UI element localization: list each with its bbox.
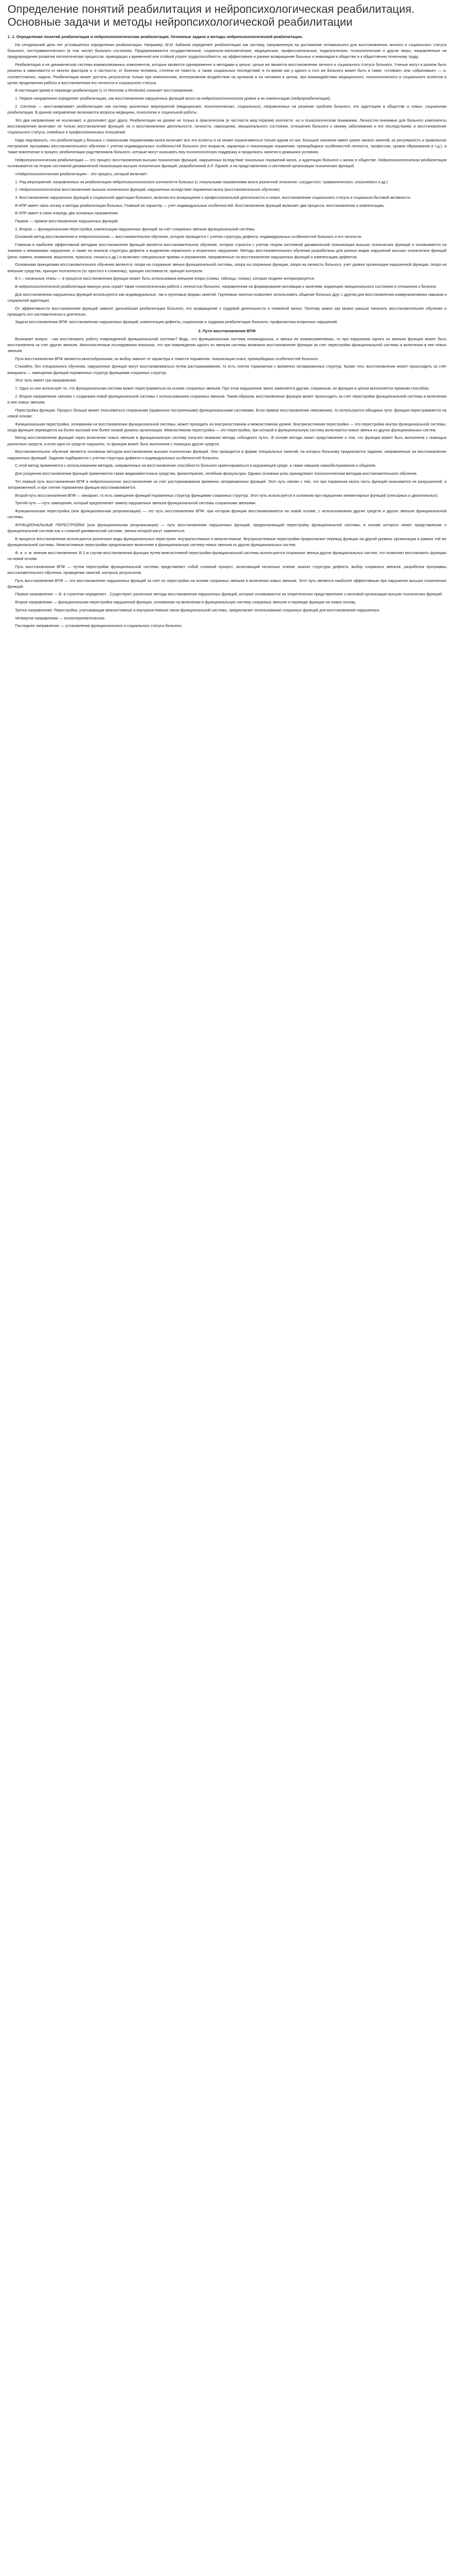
paragraph: Возникает вопрос - как восстановить работу поврежденной функциональной системы? Ведь, что функциональная система полимодальна, и звенья ее взаимозаменяемы, то при нарушении одного из звеньев функция может быть восстановлена за счет других звеньев. Многочисленные исследования показали, что при повреждении одного из звеньев системы возможно восстановление функции за счет перестройки функциональной системы и включения в нее новых звеньев. bbox=[8, 336, 446, 354]
paragraph: Пути восстановления ВПФ являются многообразными, их выбор зависит от характера и тяжести поражения, локализации очага, преморбидных особенностей больного. bbox=[15, 356, 319, 361]
section-2-heading: 2. Пути восстановления ВПФ bbox=[198, 328, 256, 333]
paragraph: Функциональная перестройка (или функциональная реорганизация) — это путь восстановления ВПФ, при котором функция восстанавливается на новой основе, с использованием других средств и других звеньев функциональной системы. bbox=[8, 509, 446, 520]
paragraph: Задачи восстановления ВПФ: восстановление нарушенных функций, компенсация дефекта, социальная и трудовая реабилитация больного, профилактика вторичных нарушений. bbox=[15, 319, 338, 325]
paragraph: Первое — прямое восстановление нарушенных функций. bbox=[15, 219, 119, 224]
paragraph: Для восстановления нарушенных функций используются как индивидуальные, так и групповые формы занятий. Групповые занятия позволяют использовать общение больных друг с другом для восстановления коммуникативных навыков и социальной адаптации. bbox=[8, 292, 446, 303]
paragraph: Тот первый путь восстановления ВПФ в нейропсихологии: восстановление за счет растормаживания временно заторможенных функций. Этот путь связан с тем, что при поражении мозга часть функций оказывается не разрушенной, а заторможенной, и при снятии торможения функция восстанавливается. bbox=[8, 479, 446, 490]
paragraph: 3. Восстановление нарушенных функций и социальной адаптации больного, включая его возвращение к профессиональной деятельности и семье, восстановление социального статуса и социально-бытовой активности. bbox=[15, 195, 412, 200]
paragraph: ФУНКЦИОНАЛЬНЫЕ ПЕРЕСТРОЙКИ (или функциональная реорганизация) — путь восстановления нарушенных функций, предполагающий перестройку функциональной системы, в основе которого лежит представление о функциональной системе как о сложной динамической системе, звенья которой могут заменяться. bbox=[8, 522, 446, 534]
paragraph: 2. Второе — функциональная перестройка, компенсация нарушенных функций за счет сохранных звеньев функциональной системы. bbox=[15, 226, 256, 232]
paragraph: Последнее направление — установление функционального и социального статуса больного. bbox=[15, 623, 183, 629]
paragraph: Ф. и. л. м. мнение восстановления: В 1-м случае восстановления функции путем межсистемной перестройки функциональной системы используются сохранные звенья других функциональных систем, что позволяет восстановить функцию на новой основе. bbox=[8, 550, 446, 561]
section-2-body bbox=[8, 336, 446, 629]
paragraph: Реабилитация и ее динамическая система взаимосвязанных компонентов, которые являются одновременно и методами и целью: целью же является восстановление личного и социального статуса больного. Ученые могут в разном быть решены в зависимости от многих факторов и, в частности, от болезни человека, степени ее тяжести, а также социальных последствий; в то время как у одного и того же больного может быть и такие: «стойкие» или «обратимые» — и, соответственно, задачи. Реабилитация может достичь результатов только при комплексном, интегративном воздействии на организм и на человека в целом, при взаимодействии медицинского, психологического и социального аспектов в целях продолжения работы и восстановления его личности и социального статуса. bbox=[8, 62, 446, 85]
paragraph: 1. Ряд мероприятий, направленных на реабилитацию нейропсихологического контингента больных (с локальными поражениями мозга различной этиологии: сосудистого, травматического, опухолевого и др.) bbox=[15, 179, 388, 184]
paragraph: В настоящее время в переводе реабилитация (с от Recreate и Restitutio) означает восстановление. bbox=[15, 88, 194, 93]
paragraph: 2. Система — восстанавливает реабилитацию как систему различных мероприятий (медицинских, психологических, социальных), направленных на решение проблем больного, его адаптацию в обществе и семье, социальная реабилитация. В данное направление включаются вопросы медицины, психологии и социальной работы. bbox=[8, 103, 446, 115]
paragraph: Второе направление — функциональная перестройка нарушенной функции, основанная на включении в функциональную систему сохранных звеньев и переводе функции на новую основу. bbox=[15, 600, 356, 605]
section-1 bbox=[8, 34, 446, 325]
paragraph: Нейропсихологическая реабилитация — это процесс восстановления высших психических функций, нарушенных вследствие локальных поражений мозга, и адаптация больного к жизни в обществе. Нейропсихологическая реабилитация основывается на теории системной динамической локализации высших психических функций, разработанной А.Р. Лурией, и на представлениях о системной организации психических функций. bbox=[8, 157, 446, 169]
paragraph: 2. Второе направление связано с созданием новой функциональной системы с использованием сохранных звеньев. Таким образом, восстановление функции может происходить за счет перестройки функциональной системы и включения в нее новых звеньев. bbox=[8, 393, 446, 405]
paragraph: Четвертое направление — психотерапевтическое. bbox=[15, 615, 106, 621]
paragraph: Главным в наиболее эффективной методике восстановления функций является восстановительное обучение, которое строится с учетом теории системной динамической локализации высших психических функций и основывается на знаниях о механизмах нарушения, а также на анализе структуры дефекта и выделении первичного и вторичного нарушения. Методы восстановительного обучения разработаны для разных видов нарушений высших психических функций (речи, памяти, внимания, мышления, праксиса, гнозиса и др.) и включают специальные приемы и упражнения, направленные на восстановление нарушенных функций и компенсацию дефектов. bbox=[8, 242, 446, 259]
page-title: Определение понятий реабилитация и нейропсихологическая реабилитация. Основные задачи и методы нейропсихологической реабилитации bbox=[8, 3, 415, 28]
paragraph: Функциональная перестройка, основанная на восстановлении функциональной системы, может проходить на внутрисистемном и межсистемном уровне. Внутрисистемная перестройка — это перестройка внутри функциональной системы, когда функция переводится на более высокий или более низкий уровень организации. Межсистемная перестройка — это перестройка, при которой в функциональную систему включаются новые звенья из других функциональных систем. bbox=[8, 421, 446, 432]
section-2 bbox=[8, 328, 446, 629]
section-1-body bbox=[8, 42, 446, 325]
paragraph: «Нейропсихологическая реабилитация» - это процесс, который включает: bbox=[15, 171, 148, 176]
paragraph: Путь восстановления ВПФ — это восстановление нарушенных функций за счет их перестройки на основе сохранных звеньев и включения новых звеньев. Этот путь является наиболее эффективным при нарушении высших психических функций. bbox=[8, 578, 446, 589]
paragraph: Этот путь имеет три направления: bbox=[15, 378, 77, 383]
paragraph: Перестройка функции. Процесс больше может пользоваться сохранными (правильно построенными) функциональными системами. Если прямое восстановление невозможно, то используются обходные пути: функция перестраивается на новой основе. bbox=[8, 407, 446, 419]
paragraph: Для ускорения восстановления функций применяются также медикаментозные средства, физиотерапия, лечебная физкультура. Однако основная роль принадлежит психологическим методам восстановительного обучения. bbox=[15, 471, 418, 476]
paragraph: Основными принципами восстановительного обучения являются: опора на сохранные звенья функциональной системы, опора на сохранные функции, опора на личность больного, учет уровня организации нарушенной функции, опора на внешние средства, принцип поэтапности (от простого к сложному), принцип системности, принцип контроля. bbox=[8, 262, 446, 273]
paragraph: Это два направления не исключают, а дополняют друг друга. Реабилитация на уровне не только в практическом (в частности мед-терапия) контексте, но и психологическом понимании. Личностно-значимые для больного компоненты восстановления включают не только восстановление функций, но и восстановление деятельности, личности, самооценки, эмоционального состояния, отношения больного к своему заболеванию и его последствиям; и восстановление социального статуса, семейных и профессиональных отношений. bbox=[8, 117, 446, 135]
paragraph: От эффективности восстановления функций зависит дальнейшая реабилитация больного, его возвращение к трудовой деятельности и семейной жизни. Поэтому важно как можно раньше начинать восстановительное обучение и проводить его систематически и длительно. bbox=[8, 305, 446, 317]
paragraph: В НПР имеет в свою очередь два основных направления: bbox=[15, 211, 119, 216]
paragraph: В процессе восстановления используются различные виды функциональных перестроек: внутрисистемные и межсистемные. Внутрисистемные перестройки предполагают перевод функции на другой уровень организации в рамках той же функциональной системы. Межсистемные перестройки предполагают включение в функциональную систему новых звеньев из других функциональных систем. bbox=[8, 536, 446, 548]
paragraph: В 1 – начальные этапы — в процессе восстановления функции может быть использована внешняя опора (схемы, таблицы, планы), которая позднее интериоризуется. bbox=[15, 276, 315, 281]
page bbox=[0, 0, 454, 636]
paragraph: Второй путь восстановления ВПФ — викариат, то есть замещение функций пораженных структур функциями сохранных структур. Этот путь используется в основном при нарушении элементарных функций (сенсорных и двигательных). bbox=[15, 492, 439, 498]
paragraph: Метод восстановления функций через включение новых звеньев в функциональную систему получил название метода «обходного пути». В основе метода лежит представление о том, что функция может быть выполнена с помощью различных средств, и если одно из средств нарушено, то функция может быть выполнена с помощью других средств. bbox=[8, 435, 446, 446]
paragraph: 1. Одно из них использует то, что функциональная система может перестраиваться на основе сохранных звеньев. При этом нарушенное звено заменяется другим, сохранным, но функция в целом выполняется прежним способом. bbox=[15, 386, 430, 391]
paragraph: 2. Нейропсихологическое восстановление высших психических функций, нарушенных вследствие поражения мозга (восстановительное обучение). bbox=[15, 187, 281, 192]
paragraph: Надо подчеркнуть, что реабилитация у больных с локальными поражениями мозга включает все эти аспекты и не может ограничиваться только одним из них. Большое значение имеет ранее начало занятий, их регулярность и правильное построение программы восстановительного обучения с учетом индивидуальных особенностей больного (его возраста, характера и локализации поражения, преморбидных особенностей личности, профессии, уровня образования и т.д.), а также вовлечение в процесс реабилитации родственников больного, которые могут оказывать ему психологическую поддержку и продолжать занятия в домашних условиях. bbox=[8, 137, 446, 155]
paragraph: Путь восстановления ВПФ — путем перестройки функциональной системы представляет собой сложный процесс, включающий несколько этапов: анализ структуры дефекта, выбор сохранных звеньев, разработка программы восстановительного обучения, проведение занятий, контроль результатов. bbox=[8, 564, 446, 575]
paragraph: Стихийно, без специального обучения, нарушенные функции могут восстанавливаться путем растормаживания, то есть снятия торможения с временно заторможенных структур. Кроме того, восстановление может происходить за счет викариата — замещения функций пораженных структур функциями сохранных структур. bbox=[8, 364, 446, 375]
paragraph: Основной метод восстановления в нейропсихологии — восстановительное обучение, которое проводится с учетом структуры дефекта, индивидуальных особенностей больного и его личности. bbox=[15, 234, 362, 240]
paragraph: В нейропсихологической реабилитации важную роль играет также психологическая работа с личностью больного, направленная на формирование мотивации к занятиям, коррекцию эмоционального состояния и отношения к болезни. bbox=[15, 283, 437, 289]
section-1-heading: 1. 1. Определение понятий реабилитация и нейропсихологическая реабилитация. Основные задачи и методы нейропсихологической реабилитации. bbox=[8, 34, 303, 39]
paragraph: Третье направление: Перестройка, учитывающая межсистемные и внутрисистемные связи функциональной системы, предполагает использование сохранных функций для восстановления нарушенных. bbox=[15, 607, 381, 613]
paragraph: Восстановительное обучение является основным методом восстановления высших психических функций. Оно проводится в форме специальных занятий, на которых больному предлагаются задания, направленные на восстановление нарушенных функций. Задания подбираются с учетом структуры дефекта и индивидуальных особенностей больного. bbox=[8, 449, 446, 460]
paragraph: С.итой метод применяется с использованием методов, направленных на восстановление способности больного ориентироваться в окружающей среде, а также навыков самообслуживания и общения. bbox=[15, 463, 376, 468]
paragraph: В НПР имеет свою логику и методы реабилитации больных. Главный ее характер — учет индивидуальных особенностей. Восстановление функций включает два процесса: восстановление и компенсацию. bbox=[15, 203, 385, 208]
paragraph: Третий путь — путь замещения, который предполагает замену нарушенных звеньев функциональной системы сохранными звеньями. bbox=[15, 501, 257, 506]
paragraph: На сегодняшний день нет устоявшегося определения реабилитации. Например, М.М. Кабанов определяет реабилитацию как систему, направленную на достижение оптимального для восстановления личного и социального статуса больного, посттравматического (в том числе) больного состояния. Предпринимаются государственные, социально-экономические, медицинские, профессиональные, педагогические, психологические и другие меры, направленные на предупреждение развития патологических процессов, приводящих к временной или стойкой утрате трудоспособности, на эффективное и раннее возвращение больных и инвалидов в общество и к общественно полезному труду. bbox=[8, 42, 446, 59]
paragraph: Первое направление — В. в стратегии определяет... Существуют различные методы восстановления нарушенных функций, которые основываются на теоретических представлениях о мозговой организации высших психических функций. bbox=[15, 592, 443, 597]
paragraph: 1. Первое направление определяет реабилитацию, как восстановление нарушенных функций мозга на нейропсихологическом уровне и их компенсацию (нейрореабилитация). bbox=[15, 96, 331, 101]
